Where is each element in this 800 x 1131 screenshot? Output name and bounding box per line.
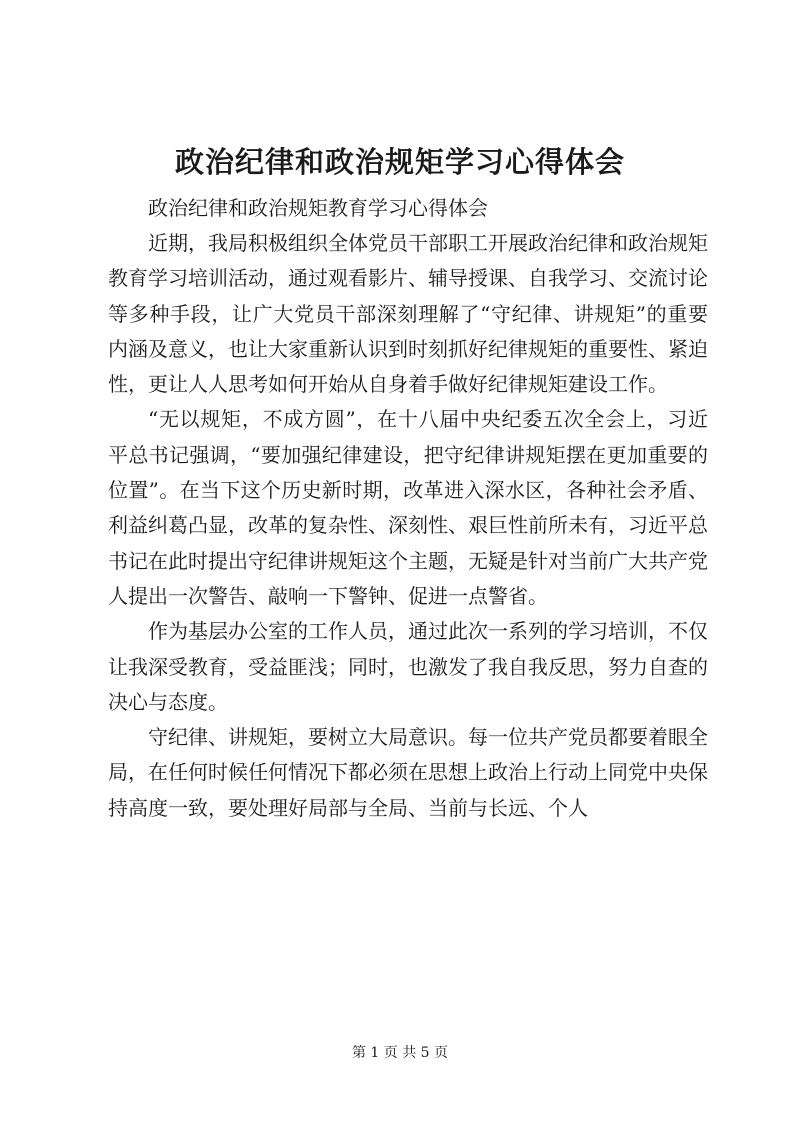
page-number-footer: 第 1 页 共 5 页 [351,1045,449,1061]
document-subtitle: 政治纪律和政治规矩教育学习心得体会 [148,196,488,220]
document-title: 政治纪律和政治规矩学习心得体会 [174,145,625,179]
paragraph-3: 作为基层办公室的工作人员，通过此次一系列的学习培训，不仅让我深受教育，受益匪浅；同时，也激发了我自我反思，努力自查的决心与态度。 [108,619,708,714]
paragraph-2: “无以规矩，不成方圆”，在十八届中央纪委五次全会上，习近平总书记强调，“要加强纪律建设，把守纪律讲规矩摆在更加重要的位置”。在当下这个历史新时期，改革进入深水区，各种社会矛盾、利益纠葛凸显，改革的复杂性、深刻性、艰巨性前所未有，习近平总书记在此时提出守纪律讲规矩这个主题，无疑是针对当前广大共产党人提出一次警告、敲响一下警钟、促进一点警省。 [108,407,708,608]
paragraph-4: 守纪律、讲规矩，要树立大局意识。每一位共产党员都要着眼全局，在任何时候任何情况下都必须在思想上政治上行动上同党中央保持高度一致，要处理好局部与全局、当前与长远、个人 [108,725,708,820]
document-body [108,226,708,826]
paragraph-1: 近期，我局积极组织全体党员干部职工开展政治纪律和政治规矩教育学习培训活动，通过观看影片、辅导授课、自我学习、交流讨论等多种手段，让广大党员干部深刻理解了“守纪律、讲规矩”的重要内涵及意义，也让大家重新认识到时刻抓好纪律规矩的重要性、紧迫性，更让人人思考如何开始从自身着手做好纪律规矩建设工作。 [108,231,708,397]
